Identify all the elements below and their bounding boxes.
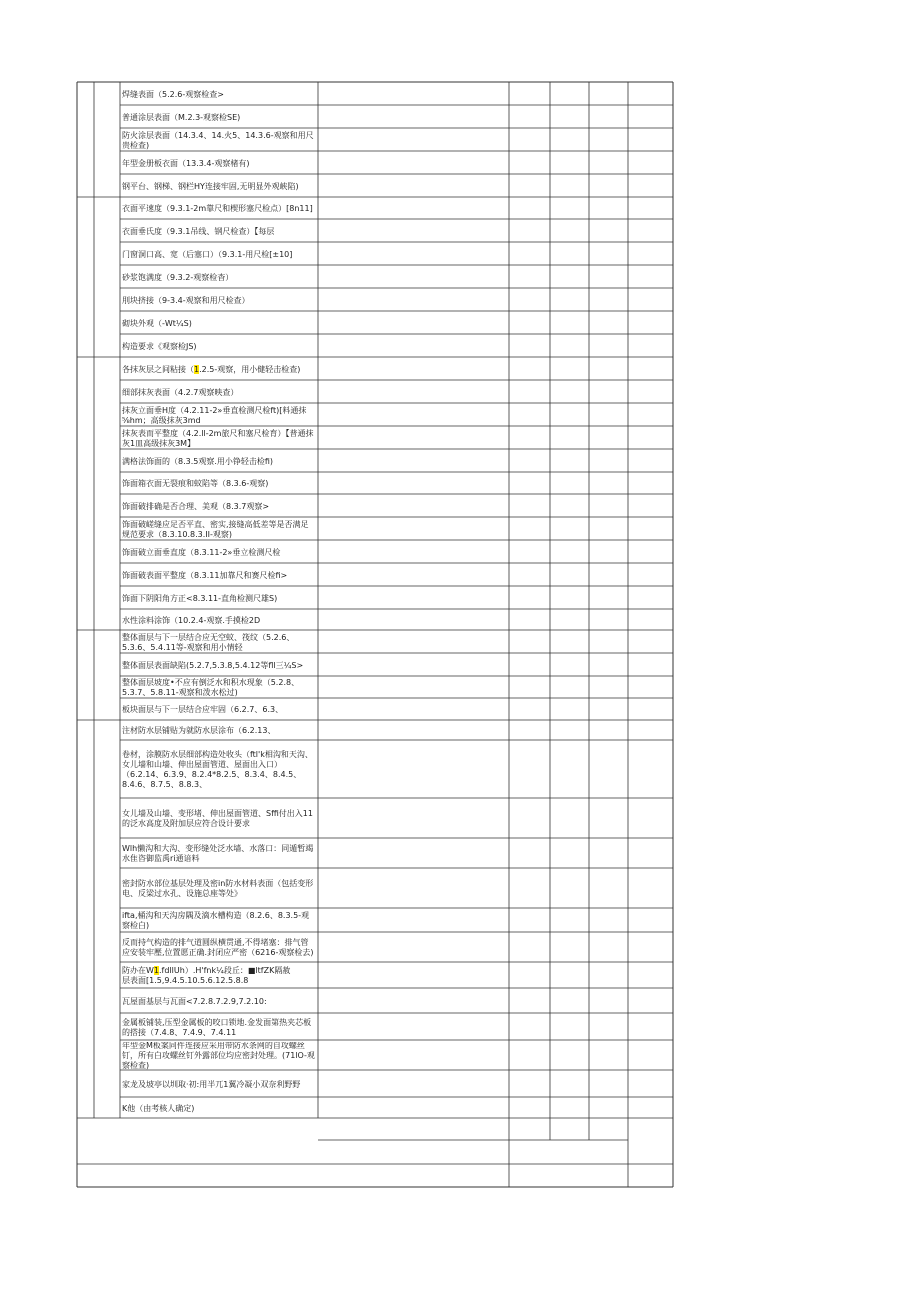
row-item-text: 密封防水部位基层处理及密in防水材料表面（包括变形电、反梁过水孔、设施总座等处》 — [122, 879, 314, 898]
row-item-text: 整体面层与下一层结合应无空蚊、筏纹（5.2.6、5.3.6、5.4.11等-观察和用小情轻 — [122, 632, 295, 652]
row-item-part: 各抹灰层之间粘接（ — [122, 364, 194, 374]
row-item-text: 饰面破嵯缝应足否平直、密实,接缝高低差等是否满足规范要求（8.3.10.8.3.II-观察) — [122, 519, 309, 539]
row-item-text: 瓦屋面基层与瓦面<7.2.8.7.2.9,7.2.10: — [122, 996, 267, 1006]
row-item-text: 女儿墙及山墙、变形堵、伸出屋面管道、Sffi付出入11的泛水高度及附加层应符合设计要求 — [122, 809, 313, 828]
row-item-text: 抹灰立面垂H度（4.2.11-2»垂直检测尺检ft)[料通抹⅝hm；高级抹灰3md — [122, 405, 307, 425]
row-item-text: 金属板铺装,压型金属板的咬口锁地.金发面第热夹芯板的搭接（7.4.8、7.4.9、7.4.11 — [122, 1017, 312, 1037]
row-item-text: 钢平台、钢梯、钢栏HY连接牢固,无明显外观峡陷) — [122, 181, 299, 191]
row-item-text: 年型金册板衣面（13.3.4-观察楮有) — [122, 158, 250, 168]
row-item-text: 板块面层与下一层结合应牢固（6.2.7、6.3、 — [122, 705, 284, 714]
row-item-text: 门窗洞口高、宽（后塞口）（9.3.1-用尺检[±10] — [122, 249, 293, 259]
row-item-text: 构造要求《观察检JS) — [122, 341, 197, 351]
row-item-text: 反而持气构造的排气道圆纵横贯通,不得堵塞：排气管应安装牢壓,位置愿正确.封闭应严密（6216-观察检去) — [122, 938, 314, 957]
row-item-text: 卷材，涂膜防水层细部构造处收头（ftl'k相沟和天沟、女儿墙和山墙、伸出屋面管道、屋面出入口）（6.2.14、6.3.9、8.2.4*8.2.5、8.3.4、8.4.5、8.4.6、8.7.5、8.8.3、 — [122, 750, 313, 789]
row-item-text: 饰面破排确是否合理、美观（8.3.7观察> — [122, 501, 270, 511]
row-item-text: 饰面破立面垂直度（8.3.11-2»垂立检测尺检 — [122, 547, 281, 557]
row-item-text: 饰面下阴阳角方正<8.3.11-直角检测尺雄S) — [122, 593, 278, 603]
row-item-text: K他（由考核人确定) — [122, 1103, 195, 1113]
row-item-text: 防火涂层表面（14.3.4、14.火5、14.3.6-观察和用尺贵检查) — [122, 130, 314, 150]
row-item-text: 饰面箱衣面无裂痕和蚊陷等（8.3.6-观察) — [122, 479, 269, 488]
row-item-text: 普通涂层表面（M.2.3-观察检SE) — [122, 112, 241, 122]
row-item-text: 细部抹灰表面（4.2.7观察映查） — [122, 387, 239, 397]
row-item-text: 刖块挤接（9-3.4-观察和用尺检查） — [122, 295, 250, 305]
row-item-text: 家龙及坡亭以圳取·初:用半兀1翼冷凝小双奈利野野 — [122, 1079, 301, 1089]
row-item-text: 砌块外观（-Wt¼S) — [122, 318, 192, 328]
row-item-part: 防办在W — [122, 966, 154, 975]
highlight-mark: 1 — [153, 966, 160, 975]
row-item-text: 水性涂料涂饰（10.2.4-观察.手摸检2D — [122, 615, 261, 625]
row-item-text: 年型金M板案同件连接应采用带防水条网的自攻螺丝钉，所有白攻螺丝钉外露部位均应密封处理。(71lO-观察检查) — [122, 1042, 315, 1070]
row-item-text: 焊缝表面（5.2.6-观察检查> — [122, 89, 224, 99]
row-item-text: 整体面层坡度•不应有倒泛水和积水现象（5.2.8、5.3.7、5.8.11-观察和泼水松过) — [122, 678, 300, 697]
row-item-text: 整体面层表面缺陷(5.2.7,5.3.8,5.4.12等fll三¼S> — [122, 660, 304, 670]
row-item-text: 注材防水层铺贴为就防水层涂布（6.2.13、 — [122, 726, 276, 735]
row-item-text: ifta,桶沟和天沟房隅及滴水槽构造（8.2.6、8.3.5-观察检白) — [122, 911, 310, 930]
row-item-text: 饰面破表面平整度（8.3.11加靠尺和赛尺检fi> — [122, 570, 288, 580]
row-item-text: Wlh懒沟和大沟、变形缝处泛水墙、水落口：同遁暂竭水隹咨御监禹ri通谙料 — [122, 844, 314, 863]
row-item-text: 抹灰表而平整度（4.2.ll-2m旅尺和塞尺检育）【普通抹灰1皿高级抹灰3M】 — [122, 428, 314, 448]
row-item-part: .fdllUh）.H'fnk¼段丘：■ltfZK隔赦 — [159, 966, 291, 975]
row-item-text: 衣面垂氏度（9.3.1吊线、钢尺检查）【每层 — [122, 226, 275, 236]
highlight-mark: 1 — [194, 364, 200, 374]
row-item-part: 层表面[1.5,9.4.5.10.5.6.12.5.8.8 — [122, 976, 249, 985]
row-item-text: 满格法饰面的（8.3.5观察.用小铮轻击检fi) — [122, 456, 274, 466]
row-item-text: 衣面平速度（9.3.1-2m靠尺和楔形塞尺检点）[8n11] — [122, 204, 313, 213]
row-item-part: .2.5-观察，用小健轻击检查) — [199, 364, 301, 374]
row-item-text: 砂浆饱满度（9.3.2-观察检杳） — [122, 272, 234, 282]
